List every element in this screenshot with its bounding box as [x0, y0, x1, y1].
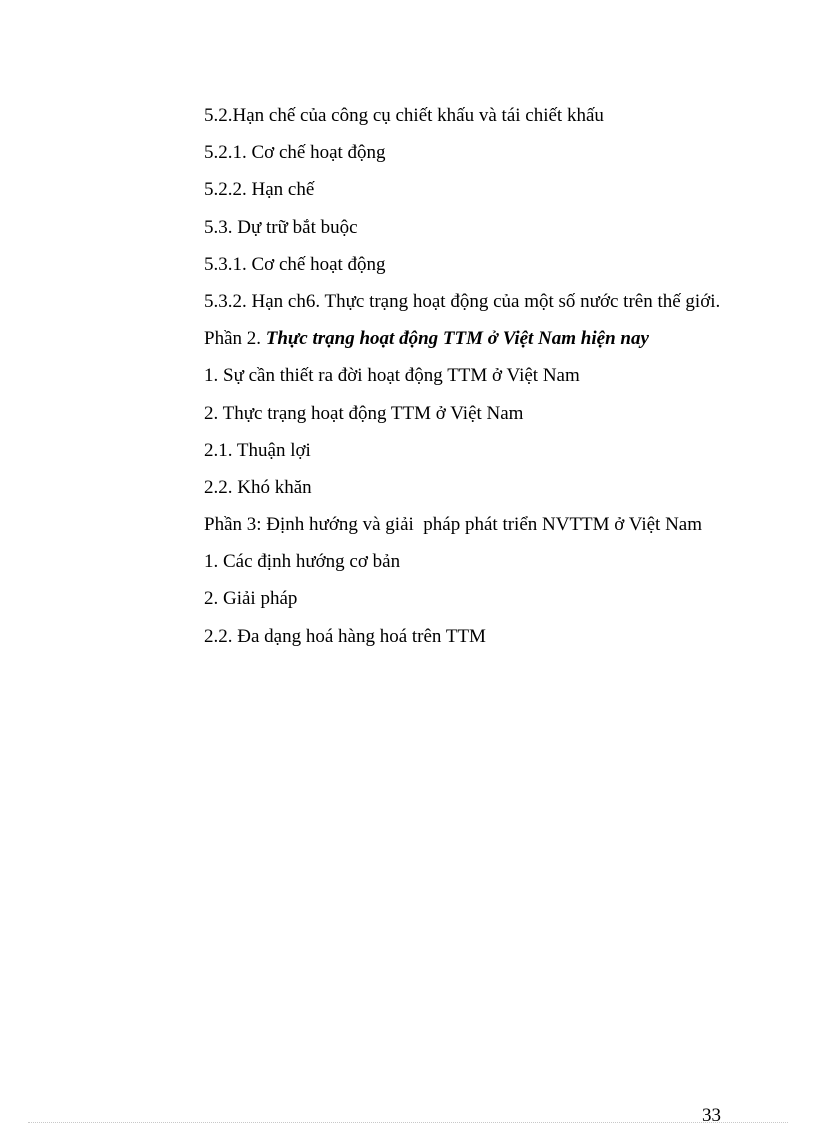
toc-line: 5.2.Hạn chế của công cụ chiết khấu và tái chiết khấu	[204, 105, 604, 126]
toc-line: 2.1. Thuận lợi	[204, 439, 311, 461]
toc-line: 2. Giải pháp	[204, 588, 298, 610]
toc-line: 2.2. Khó khăn	[204, 476, 312, 498]
toc-part-prefix: Phần 2.	[204, 328, 266, 350]
toc-line: 1. Các định hướng cơ bản	[204, 551, 401, 573]
table-of-contents	[204, 97, 764, 655]
toc-line: 5.2.1. Cơ chế hoạt động	[204, 142, 386, 164]
toc-part-title: Thực trạng hoạt động TTM ở Việt Nam hiện nay	[265, 328, 649, 350]
toc-line: 2. Thực trạng hoạt động TTM ở Việt Nam	[204, 402, 524, 424]
toc-line: Phần 3: Định hướng và giải pháp phát triển NVTTM ở Việt Nam	[204, 514, 703, 536]
toc-line: 5.2.2. Hạn chế	[204, 179, 315, 201]
toc-line: 5.3.1. Cơ chế hoạt động	[204, 253, 386, 275]
toc-line: 2.2. Đa dạng hoá hàng hoá trên TTM	[204, 625, 486, 647]
toc-part-heading	[204, 320, 764, 357]
toc-line: 1. Sự cần thiết ra đời hoạt động TTM ở Việt Nam	[204, 365, 580, 387]
toc-line: 5.3.2. Hạn ch6. Thực trạng hoạt động của một số nước trên thế giới.	[204, 290, 721, 312]
toc-line: 5.3. Dự trữ bắt buộc	[204, 216, 358, 238]
page-number: 33	[702, 1105, 721, 1126]
